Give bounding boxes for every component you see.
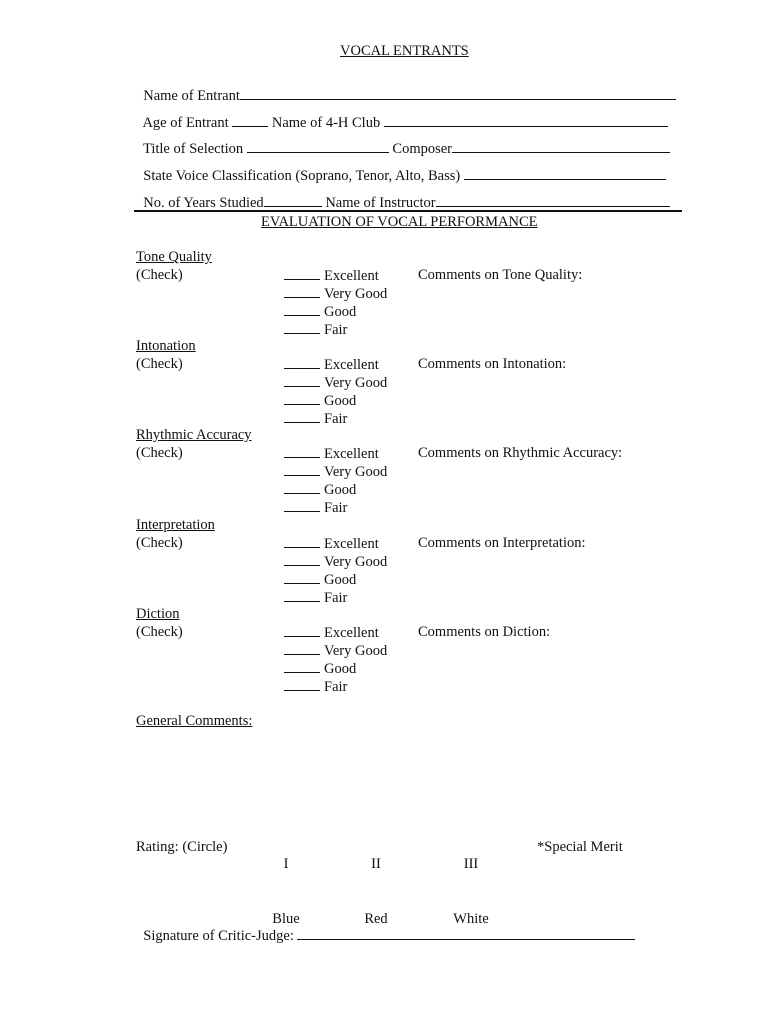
comments-label: Comments on Intonation: bbox=[418, 356, 567, 372]
check-label: (Check) bbox=[136, 356, 183, 372]
comments-label: Comments on Rhythmic Accuracy: bbox=[418, 445, 623, 461]
option-label: Fair bbox=[324, 679, 348, 695]
option-label: Very Good bbox=[324, 286, 388, 302]
option-label: Excellent bbox=[324, 357, 379, 373]
rating-label: Rating: (Circle) bbox=[136, 839, 228, 855]
checkbox-blank[interactable] bbox=[284, 498, 320, 512]
option-excellent bbox=[284, 444, 379, 463]
rating-color: Red bbox=[364, 911, 388, 927]
option-very-good bbox=[284, 284, 387, 303]
general-comments-label: General Comments: bbox=[136, 713, 253, 729]
category-name: Tone Quality bbox=[136, 249, 212, 265]
checkbox-blank[interactable] bbox=[284, 373, 320, 387]
option-label: Good bbox=[324, 393, 357, 409]
option-label: Very Good bbox=[324, 643, 388, 659]
checkbox-blank[interactable] bbox=[284, 588, 320, 602]
years-instructor-row bbox=[136, 175, 670, 212]
option-good bbox=[284, 570, 356, 589]
option-label: Fair bbox=[324, 322, 348, 338]
category-name: Intonation bbox=[136, 338, 196, 354]
option-fair bbox=[284, 320, 347, 339]
option-excellent bbox=[284, 355, 379, 374]
option-excellent bbox=[284, 623, 379, 642]
rating-numeral: III bbox=[463, 856, 479, 872]
option-very-good bbox=[284, 462, 387, 481]
section-divider bbox=[134, 210, 682, 212]
checkbox-blank[interactable] bbox=[284, 391, 320, 405]
option-very-good bbox=[284, 552, 387, 571]
checkbox-blank[interactable] bbox=[284, 302, 320, 316]
checkbox-blank[interactable] bbox=[284, 355, 320, 369]
option-label: Good bbox=[324, 661, 357, 677]
evaluation-heading: EVALUATION OF VOCAL PERFORMANCE bbox=[261, 214, 538, 230]
option-label: Excellent bbox=[324, 625, 379, 641]
category-name: Interpretation bbox=[136, 517, 215, 533]
voice-classification-label: State Voice Classification (Soprano, Tenor, Alto, Bass) bbox=[143, 168, 461, 184]
option-good bbox=[284, 391, 356, 410]
category-name: Diction bbox=[136, 606, 180, 622]
checkbox-blank[interactable] bbox=[284, 534, 320, 548]
option-excellent bbox=[284, 534, 379, 553]
entrant-name-label: Name of Entrant bbox=[143, 88, 240, 104]
checkbox-blank[interactable] bbox=[284, 570, 320, 584]
option-label: Good bbox=[324, 304, 357, 320]
option-label: Excellent bbox=[324, 268, 379, 284]
signature-field[interactable] bbox=[297, 926, 635, 940]
option-very-good bbox=[284, 641, 387, 660]
option-label: Excellent bbox=[324, 536, 379, 552]
option-label: Excellent bbox=[324, 446, 379, 462]
option-label: Fair bbox=[324, 590, 348, 606]
checkbox-blank[interactable] bbox=[284, 462, 320, 476]
club-label: Name of 4-H Club bbox=[271, 115, 381, 131]
option-excellent bbox=[284, 266, 379, 285]
age-label: Age of Entrant bbox=[142, 115, 229, 131]
option-label: Very Good bbox=[324, 554, 388, 570]
rating-color: White bbox=[453, 911, 489, 927]
years-label: No. of Years Studied bbox=[143, 195, 264, 211]
checkbox-blank[interactable] bbox=[284, 659, 320, 673]
option-fair bbox=[284, 677, 347, 696]
option-label: Very Good bbox=[324, 464, 388, 480]
checkbox-blank[interactable] bbox=[284, 623, 320, 637]
comments-label: Comments on Interpretation: bbox=[418, 535, 586, 551]
option-label: Fair bbox=[324, 500, 348, 516]
rating-numeral: I bbox=[283, 856, 289, 872]
comments-label: Comments on Diction: bbox=[418, 624, 551, 640]
rating-numeral: II bbox=[371, 856, 381, 872]
rating-color: Blue bbox=[272, 911, 300, 927]
comments-label: Comments on Tone Quality: bbox=[418, 267, 583, 283]
option-label: Fair bbox=[324, 411, 348, 427]
option-good bbox=[284, 659, 356, 678]
checkbox-blank[interactable] bbox=[284, 677, 320, 691]
selection-label: Title of Selection bbox=[143, 141, 244, 157]
signature-label: Signature of Critic-Judge: bbox=[143, 928, 294, 944]
checkbox-blank[interactable] bbox=[284, 641, 320, 655]
form-title: VOCAL ENTRANTS bbox=[340, 43, 469, 59]
check-label: (Check) bbox=[136, 624, 183, 640]
checkbox-blank[interactable] bbox=[284, 320, 320, 334]
option-fair bbox=[284, 498, 347, 517]
instructor-field[interactable] bbox=[436, 193, 670, 207]
option-label: Good bbox=[324, 482, 357, 498]
option-good bbox=[284, 302, 356, 321]
option-good bbox=[284, 480, 356, 499]
checkbox-blank[interactable] bbox=[284, 480, 320, 494]
option-fair bbox=[284, 409, 347, 428]
signature-row bbox=[136, 908, 635, 945]
option-label: Very Good bbox=[324, 375, 388, 391]
checkbox-blank[interactable] bbox=[284, 284, 320, 298]
option-label: Good bbox=[324, 572, 357, 588]
check-label: (Check) bbox=[136, 267, 183, 283]
rating-special-merit[interactable]: *Special Merit bbox=[537, 839, 623, 855]
check-label: (Check) bbox=[136, 445, 183, 461]
composer-label: Composer bbox=[392, 141, 453, 157]
category-name: Rhythmic Accuracy bbox=[136, 427, 252, 443]
check-label: (Check) bbox=[136, 535, 183, 551]
option-very-good bbox=[284, 373, 387, 392]
checkbox-blank[interactable] bbox=[284, 266, 320, 280]
years-field[interactable] bbox=[264, 193, 322, 207]
checkbox-blank[interactable] bbox=[284, 409, 320, 423]
instructor-label: Name of Instructor bbox=[325, 195, 436, 211]
checkbox-blank[interactable] bbox=[284, 552, 320, 566]
checkbox-blank[interactable] bbox=[284, 444, 320, 458]
option-fair bbox=[284, 588, 347, 607]
